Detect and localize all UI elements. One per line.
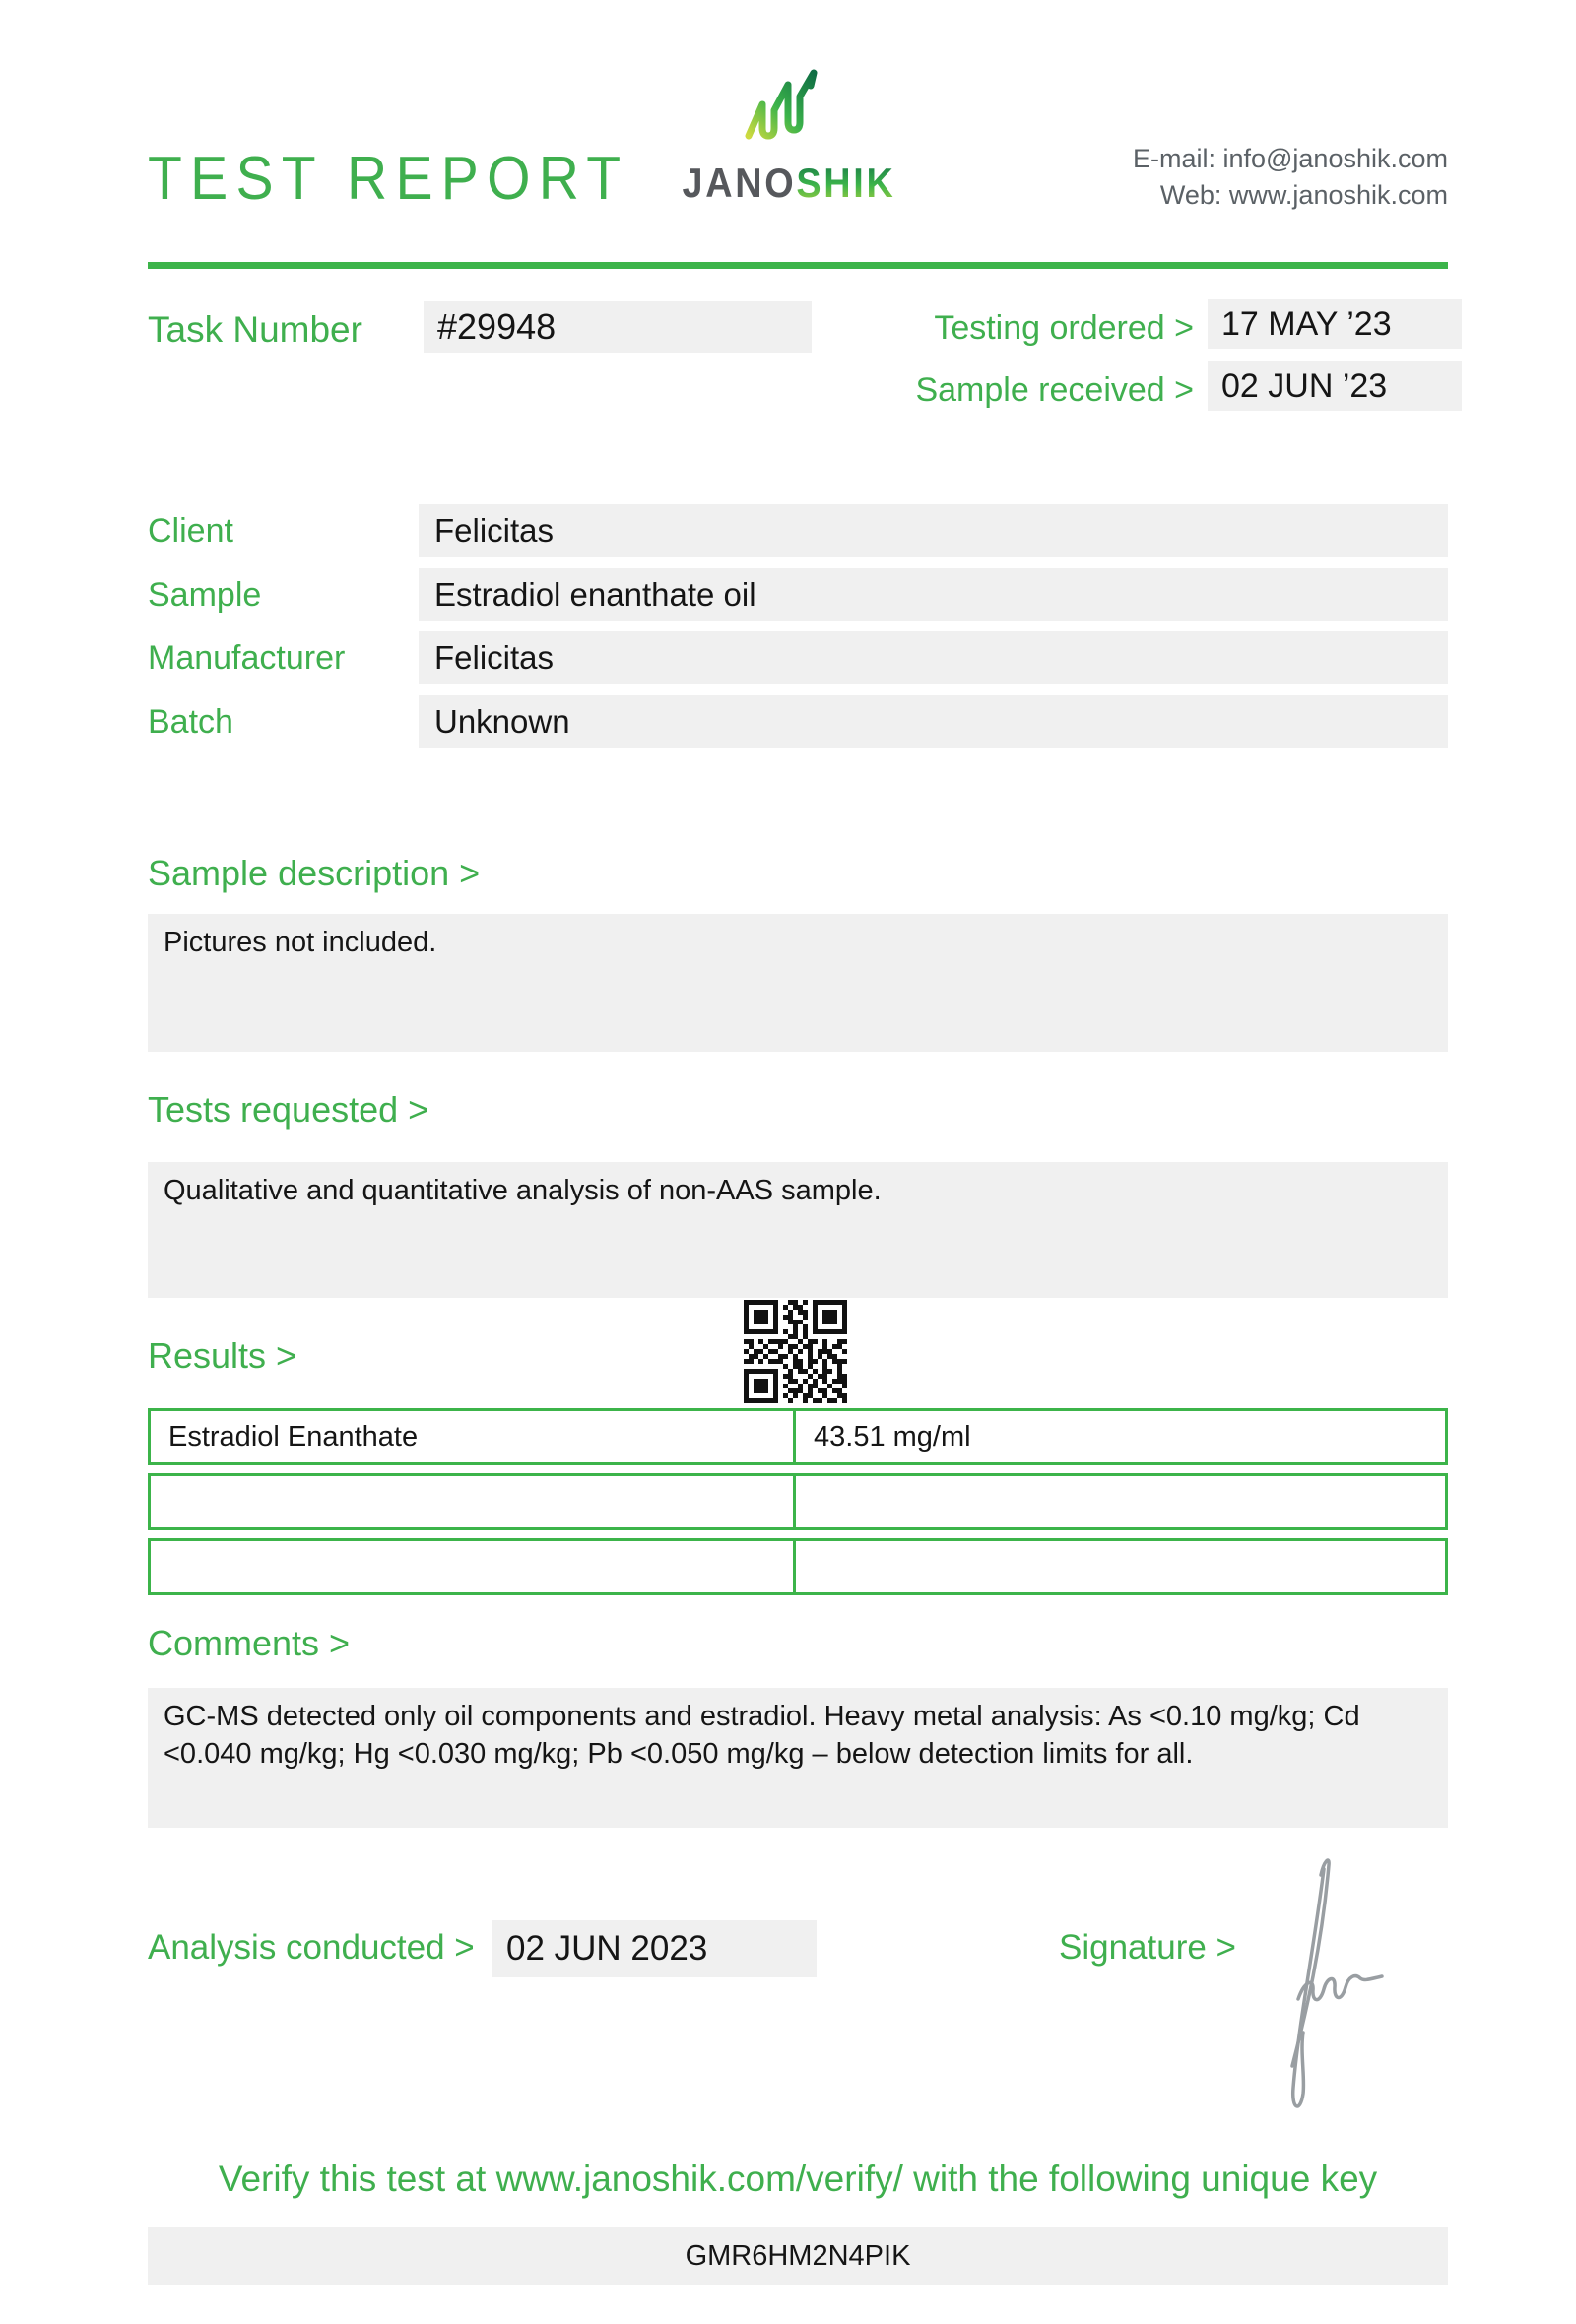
analysis-conducted-value: 02 JUN 2023 (492, 1920, 817, 1977)
signature-scribble (1263, 1830, 1401, 2125)
logo-chart-icon (740, 69, 838, 156)
result-value: 43.51 mg/ml (814, 1420, 971, 1452)
testing-ordered-label: Testing ordered > (934, 309, 1194, 347)
manufacturer-label: Manufacturer (148, 638, 346, 677)
batch-label: Batch (148, 702, 233, 741)
results-table-row (148, 1538, 1448, 1595)
client-label: Client (148, 511, 233, 549)
contact-email: E-mail: info@janoshik.com (1132, 144, 1448, 173)
analysis-conducted-label: Analysis conducted > (148, 1928, 475, 1967)
batch-value: Unknown (419, 695, 1448, 748)
info-row-manufacturer (148, 631, 1448, 684)
client-value: Felicitas (419, 504, 1448, 557)
info-row-client (148, 504, 1448, 557)
sample-label: Sample (148, 575, 262, 613)
verify-key: GMR6HM2N4PIK (148, 2227, 1448, 2285)
results-table-row (148, 1408, 1448, 1465)
sample-description-heading: Sample description > (148, 853, 481, 893)
testing-ordered-value: 17 MAY ’23 (1208, 299, 1462, 349)
manufacturer-value: Felicitas (419, 631, 1448, 684)
sample-value: Estradiol enanthate oil (419, 568, 1448, 621)
task-number-value: #29948 (424, 301, 812, 353)
logo-text-shik: SHIK (796, 160, 896, 206)
sample-description-box: Pictures not included. (148, 914, 1448, 1052)
signature-label: Signature > (1059, 1928, 1236, 1967)
results-heading: Results > (148, 1335, 297, 1376)
logo-wordmark (664, 160, 914, 207)
result-value (796, 1541, 1445, 1592)
comments-heading: Comments > (148, 1623, 351, 1663)
info-row-sample (148, 568, 1448, 621)
result-analyte (151, 1541, 796, 1592)
result-analyte: Estradiol Enanthate (151, 1411, 796, 1462)
sample-received-label: Sample received > (915, 371, 1194, 409)
task-number-label: Task Number (148, 309, 362, 350)
sample-received-value: 02 JUN ’23 (1208, 361, 1462, 411)
result-analyte (151, 1476, 796, 1527)
result-value (796, 1476, 1445, 1527)
results-table-row (148, 1473, 1448, 1530)
tests-requested-box: Qualitative and quantitative analysis of non-AAS sample. (148, 1162, 1448, 1298)
verify-instruction: Verify this test at www.janoshik.com/verify/ with the following unique key (218, 2159, 1378, 2199)
page-title: TEST REPORT (148, 145, 629, 213)
info-row-batch (148, 695, 1448, 748)
header-divider (148, 262, 1448, 269)
comments-box: GC-MS detected only oil components and estradiol. Heavy metal analysis: As <0.10 mg/kg; Cd <0.040 mg/kg; Hg <0.030 mg/kg; Pb <0.050 mg/kg – below detection limits for all. (148, 1688, 1448, 1828)
verification-qr-code (744, 1300, 847, 1403)
janoshik-logo (650, 69, 928, 207)
logo-text-jano: JANO (682, 160, 797, 206)
contact-web: Web: www.janoshik.com (1159, 180, 1448, 210)
contact-block (1133, 141, 1448, 214)
tests-requested-heading: Tests requested > (148, 1089, 429, 1130)
